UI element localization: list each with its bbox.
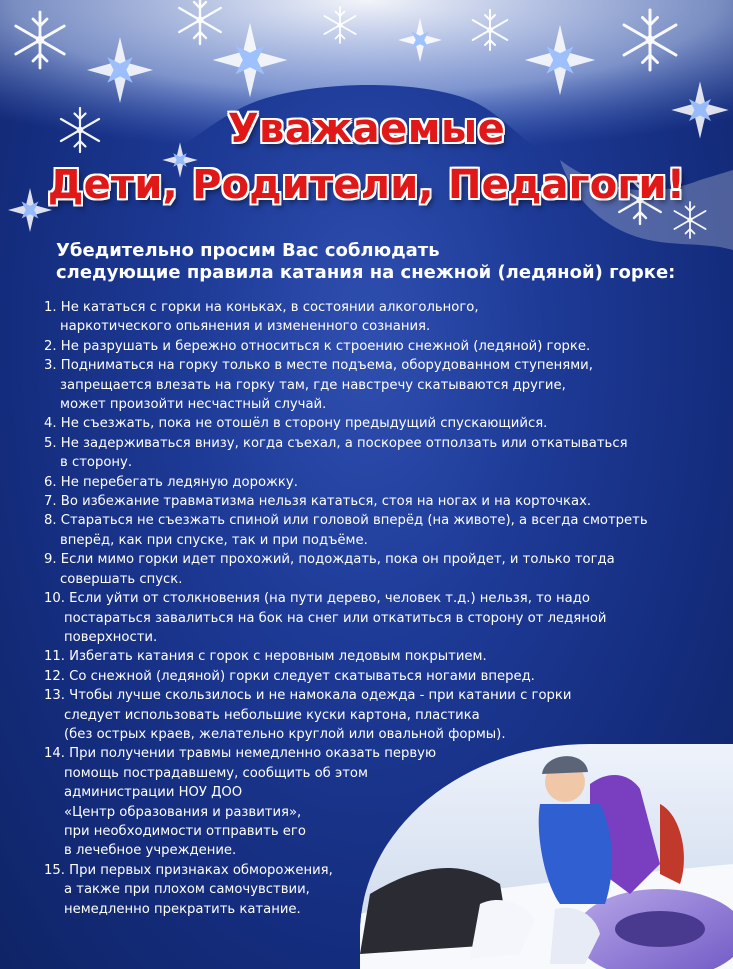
rule-line: (без острых краев, желательно круглой или овальной формы). [64, 726, 506, 742]
rule-item [44, 492, 724, 511]
rule-item [44, 298, 724, 337]
rule-line: 4. Не съезжать, пока не отошёл в сторону предыдущий спускающийся. [44, 416, 548, 432]
rule-item [44, 434, 724, 473]
rule-item [44, 667, 724, 686]
rule-line: 8. Стараться не съезжать спиной или головой вперёд (на животе), а всегда смотреть [44, 513, 648, 529]
rule-item [44, 589, 724, 647]
intro-line-1: Убедительно просим Вас соблюдать [56, 240, 440, 261]
rule-line: постараться завалиться на бок на снег или откатиться в сторону от ледяной [64, 610, 607, 626]
rule-item [44, 414, 724, 433]
rule-line: 1. Не кататься с горки на коньках, в состоянии алкогольного, [44, 300, 479, 315]
rule-line: 10. Если уйти от столкновения (на пути дерево, человек т.д.) нельзя, то надо [44, 591, 590, 607]
rule-line: 9. Если мимо горки идет прохожий, подождать, пока он пройдет, и только тогда [44, 552, 615, 568]
title-line-2: Дети, Родители, Педагоги! [47, 162, 686, 208]
rule-line: администрации НОУ ДОО [64, 785, 243, 801]
rule-item [44, 511, 724, 550]
intro-text [56, 240, 716, 284]
rule-line: при необходимости отправить его [64, 823, 306, 839]
rule-item [44, 647, 724, 666]
rule-line: запрещается влезать на горку там, где навстречу скатываются другие, [60, 377, 566, 393]
rule-line: 12. Со снежной (ледяной) горки следует скатываться ногами вперед. [44, 668, 535, 684]
rule-line: в лечебное учреждение. [64, 843, 237, 859]
rule-line: 11. Избегать катания с горок с неровным ледовым покрытием. [44, 649, 487, 665]
rule-line: вперёд, как при спуске, так и при подъёме. [60, 532, 368, 548]
rule-line: 5. Не задерживаться внизу, когда съехал, а поскорее отползать или откатываться [44, 435, 628, 451]
rule-line: «Центр образования и развития», [64, 804, 302, 820]
rule-line: совершать спуск. [60, 571, 183, 587]
rule-item [44, 550, 724, 589]
rule-line: 7. Во избежание травматизма нельзя кататься, стоя на ногах и на корточках. [44, 494, 592, 510]
rule-line: 14. При получении травмы немедленно оказать первую [44, 746, 437, 762]
rule-item [44, 356, 724, 414]
rule-line: 3. Подниматься на горку только в месте подъема, оборудованном ступенями, [44, 358, 593, 374]
title-line-1: Уважаемые [227, 106, 506, 152]
rule-item [44, 337, 724, 356]
rule-line: немедленно прекратить катание. [64, 901, 301, 917]
rule-line: наркотического опьянения и измененного сознания. [60, 319, 431, 335]
rule-line: 13. Чтобы лучше скользилось и не намокала одежда - при катании с горки [44, 688, 572, 704]
rule-line: а также при плохом самочувствии, [64, 882, 310, 898]
rule-line: может произойти несчастный случай. [60, 397, 327, 413]
intro-line-2: следующие правила катания на снежной (ледяной) горке: [56, 262, 676, 283]
rule-item [44, 686, 724, 744]
rule-line: 6. Не перебегать ледяную дорожку. [44, 474, 298, 490]
rule-item [44, 473, 724, 492]
rule-line: поверхности. [64, 629, 158, 645]
rule-line: следует использовать небольшие куски картона, пластика [64, 707, 480, 723]
rule-line: помощь пострадавшему, сообщить об этом [64, 765, 368, 781]
rule-line: в сторону. [60, 455, 133, 471]
rule-line: 15. При первых признаках обморожения, [44, 862, 333, 878]
rule-line: 2. Не разрушать и бережно относиться к строению снежной (ледяной) горке. [44, 338, 591, 354]
